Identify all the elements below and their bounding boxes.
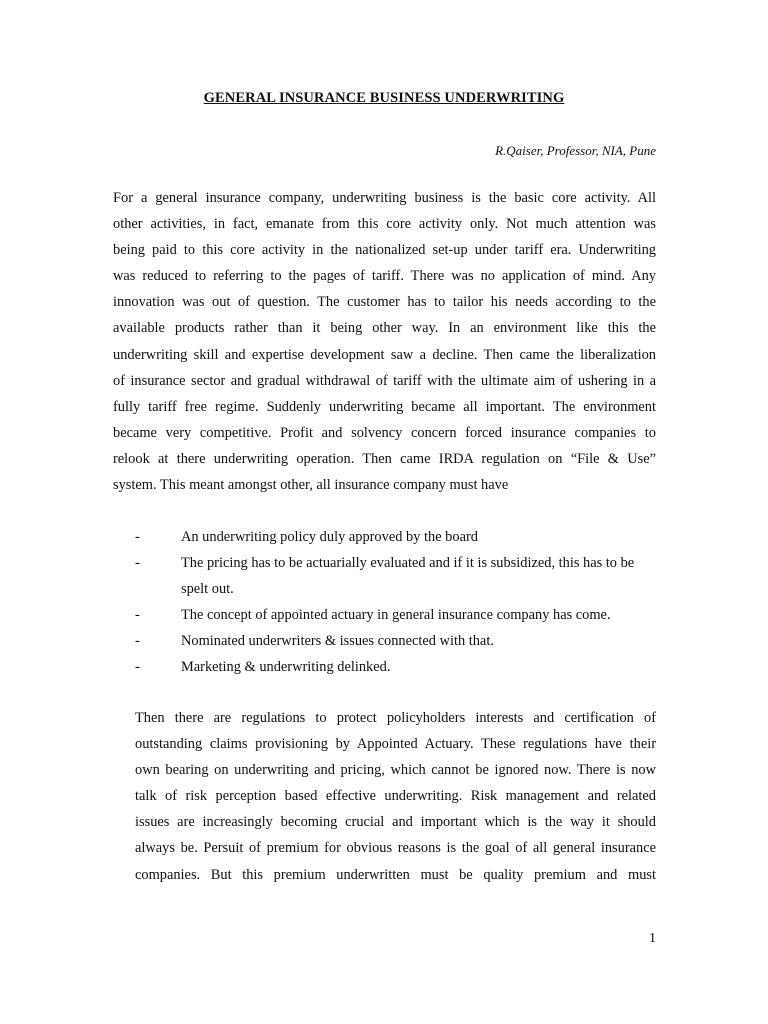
list-item-text: The concept of appointed actuary in general insurance company has come. <box>181 607 611 623</box>
list-item <box>113 654 656 680</box>
requirements-list <box>113 524 656 680</box>
regulations-paragraph <box>135 705 656 888</box>
paragraph-line: always be. Persuit of premium for obvious reasons is the goal of all general insurance <box>135 840 656 857</box>
paragraph-line: For a general insurance company, underwriting business is the basic core activity. All <box>113 190 656 206</box>
paragraph-line: outstanding claims provisioning by Appointed Actuary. These regulations have their <box>135 736 656 753</box>
bullet-dash: - <box>135 659 140 675</box>
list-item <box>113 524 656 550</box>
bullet-dash: - <box>135 607 140 623</box>
list-item-text: Marketing & underwriting delinked. <box>181 659 391 675</box>
list-item <box>113 550 656 602</box>
bullet-dash: - <box>135 555 140 571</box>
page-number: 1 <box>649 931 656 946</box>
paragraph-line: system. This meant amongst other, all insurance company must have <box>113 477 509 494</box>
bullet-dash: - <box>135 633 140 649</box>
paragraph-line: became very competitive. Profit and solvency concern forced insurance companies to <box>113 424 656 441</box>
list-item-text: An underwriting policy duly approved by the board <box>181 529 478 545</box>
paragraph-line: own bearing on underwriting and pricing, which cannot be ignored now. There is now <box>135 762 656 779</box>
author-line: R.Qaiser, Professor, NIA, Pune <box>495 143 656 158</box>
paragraph-line: innovation was out of question. The customer has to tailor his needs according to the <box>113 294 656 311</box>
paragraph-line: relook at there underwriting operation. Then came IRDA regulation on “File & Use” <box>113 450 656 467</box>
paragraph-line: fully tariff free regime. Suddenly underwriting became all important. The environment <box>113 398 656 415</box>
paragraph-line: other activities, in fact, emanate from this core activity only. Not much attention was <box>113 216 656 233</box>
paragraph-line: of insurance sector and gradual withdrawal of tariff with the ultimate aim of ushering in a <box>113 372 656 389</box>
paragraph-line: issues are increasingly becoming crucial and important which is the way it should <box>135 814 656 831</box>
paragraph-line: companies. But this premium underwritten must be quality premium and must <box>135 866 656 883</box>
intro-paragraph <box>113 185 656 498</box>
list-item <box>113 628 656 654</box>
paragraph-line: underwriting skill and expertise development saw a decline. Then came the liberalization <box>113 346 656 363</box>
document-title: GENERAL INSURANCE BUSINESS UNDERWRITING <box>203 90 565 106</box>
list-item-text: Nominated underwriters & issues connected with that. <box>181 633 494 649</box>
paragraph-line: being paid to this core activity in the nationalized set-up under tariff era. Underwriting <box>113 242 656 259</box>
paragraph-line: available products rather than it being other way. In an environment like this the <box>113 320 656 337</box>
list-item-text: The pricing has to be actuarially evaluated and if it is subsidized, this has to be spelt out. <box>181 555 635 597</box>
paragraph-line: was reduced to referring to the pages of tariff. There was no application of mind. Any <box>113 268 656 285</box>
paragraph-line: talk of risk perception based effective underwriting. Risk management and related <box>135 788 656 805</box>
list-item <box>113 602 656 628</box>
paragraph-line: Then there are regulations to protect policyholders interests and certification of <box>135 710 656 726</box>
bullet-dash: - <box>135 529 140 545</box>
